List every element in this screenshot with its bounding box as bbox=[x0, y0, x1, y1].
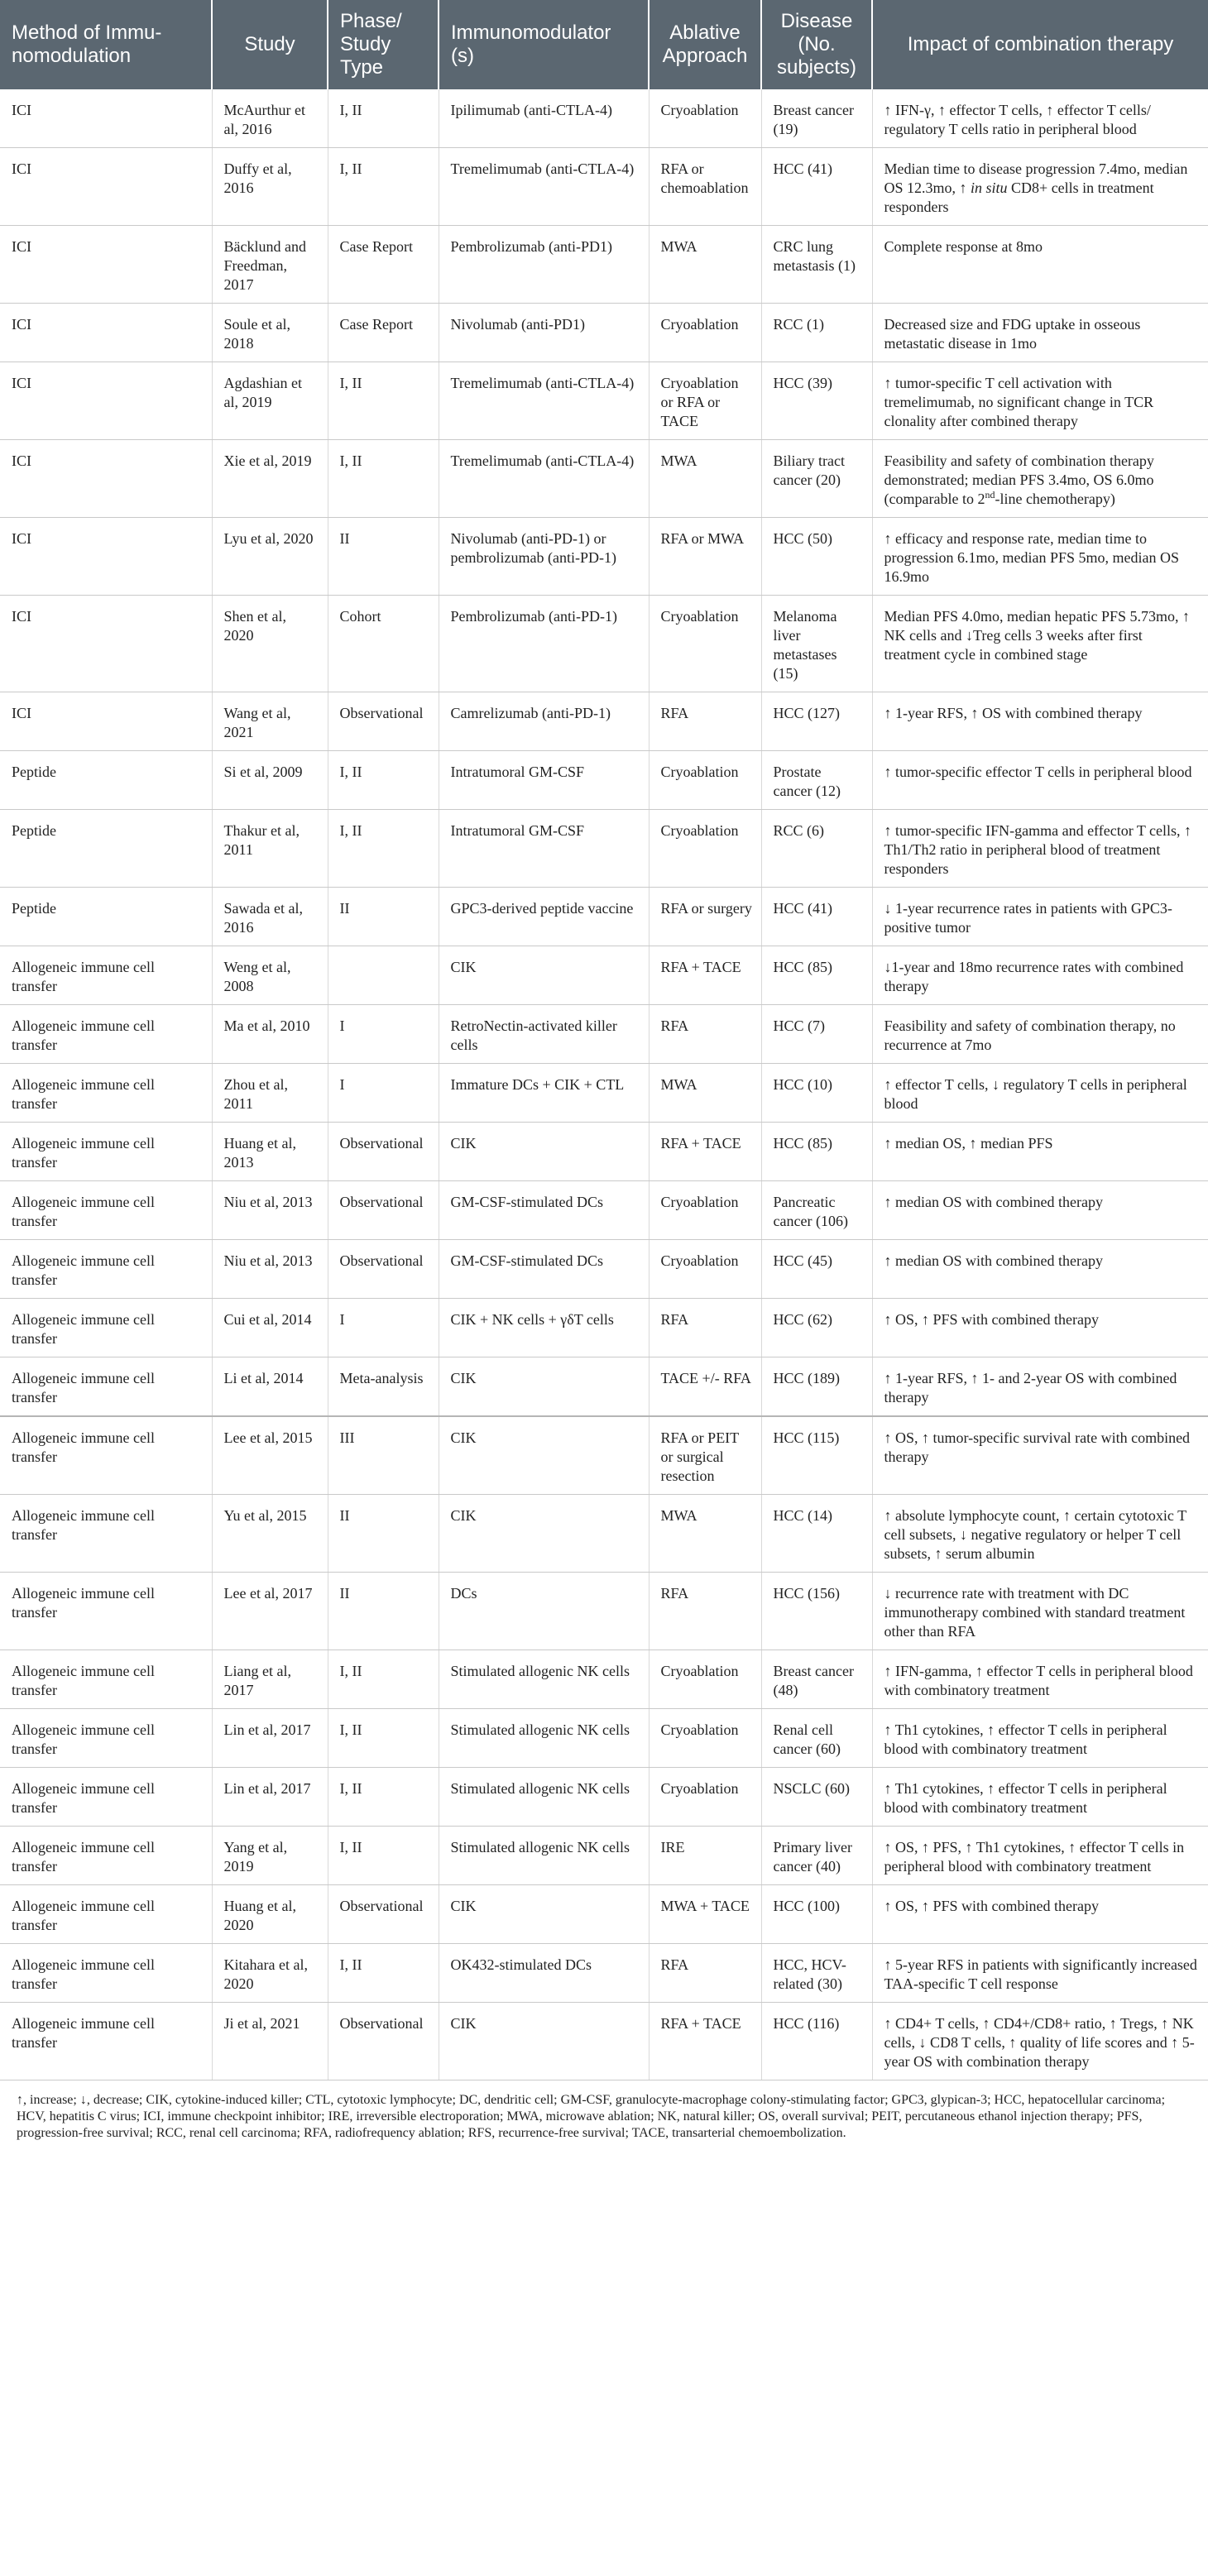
cell-study: Sawada et al, 2016 bbox=[212, 888, 328, 946]
cell-study: Duffy et al, 2016 bbox=[212, 148, 328, 226]
table-row bbox=[0, 596, 1208, 692]
cell-phase: I bbox=[328, 1064, 439, 1123]
header-phase: Phase/ Study Type bbox=[328, 0, 439, 89]
cell-immunomodulator: GM-CSF-stimulated DCs bbox=[439, 1181, 649, 1240]
cell-study: McAurthur et al, 2016 bbox=[212, 89, 328, 148]
cell-method: ICI bbox=[0, 518, 212, 596]
cell-ablative-approach: RFA or MWA bbox=[649, 518, 761, 596]
cell-immunomodulator: CIK bbox=[439, 1416, 649, 1495]
cell-immunomodulator: Tremelimumab (anti-CTLA-4) bbox=[439, 148, 649, 226]
cell-phase: Observational bbox=[328, 1240, 439, 1299]
cell-method: Allogeneic immune cell transfer bbox=[0, 1240, 212, 1299]
cell-disease: Breast cancer (48) bbox=[761, 1650, 872, 1709]
cell-phase: Meta-analysis bbox=[328, 1357, 439, 1417]
table-row bbox=[0, 148, 1208, 226]
cell-method: Allogeneic immune cell transfer bbox=[0, 1005, 212, 1064]
cell-impact: Decreased size and FDG uptake in osseous metastatic disease in 1mo bbox=[872, 304, 1208, 362]
cell-disease: HCC (85) bbox=[761, 946, 872, 1005]
cell-method: Peptide bbox=[0, 810, 212, 888]
table-row bbox=[0, 1650, 1208, 1709]
cell-immunomodulator: CIK bbox=[439, 2003, 649, 2080]
cell-immunomodulator: Tremelimumab (anti-CTLA-4) bbox=[439, 362, 649, 440]
cell-study: Huang et al, 2020 bbox=[212, 1885, 328, 1944]
cell-ablative-approach: Cryoablation bbox=[649, 89, 761, 148]
cell-immunomodulator: Stimulated allogenic NK cells bbox=[439, 1768, 649, 1827]
cell-impact: ↑ efficacy and response rate, median time to progression 6.1mo, median PFS 5mo, median OS 16.9mo bbox=[872, 518, 1208, 596]
cell-phase: I bbox=[328, 1005, 439, 1064]
cell-phase bbox=[328, 946, 439, 1005]
cell-disease: HCC, HCV-related (30) bbox=[761, 1944, 872, 2003]
cell-phase: I bbox=[328, 1299, 439, 1357]
cell-impact: ↓1-year and 18mo recurrence rates with combined therapy bbox=[872, 946, 1208, 1005]
cell-ablative-approach: RFA bbox=[649, 1299, 761, 1357]
cell-disease: HCC (189) bbox=[761, 1357, 872, 1417]
cell-method: Peptide bbox=[0, 888, 212, 946]
table-body bbox=[0, 89, 1208, 2080]
table-row bbox=[0, 1768, 1208, 1827]
cell-disease: HCC (62) bbox=[761, 1299, 872, 1357]
cell-method: ICI bbox=[0, 440, 212, 518]
cell-immunomodulator: CIK + NK cells + γδT cells bbox=[439, 1299, 649, 1357]
cell-disease: RCC (6) bbox=[761, 810, 872, 888]
cell-phase: Case Report bbox=[328, 226, 439, 304]
cell-phase: II bbox=[328, 1495, 439, 1573]
cell-disease: Pancreatic cancer (106) bbox=[761, 1181, 872, 1240]
table-footnote: ↑, increase; ↓, decrease; CIK, cytokine-induced killer; CTL, cytotoxic lymphocyte; DC, dendritic cell; GM-CSF, granulocyte-macrophage colony-stimulating factor; GPC3, glypican-3; HCC, hepatocellular carcinoma; HCV, hepatitis C virus; ICI, immune checkpoint inhibitor; IRE, irreversible electroporation; MWA, microwave ablation; NK, natural killer; OS, overall survival; PEIT, percutaneous ethanol injection therapy; PFS, progression-free survival; RCC, renal cell carcinoma; RFA, radiofrequency ablation; RFS, recurrence-free survival; TACE, transarterial chemoembolization. bbox=[17, 2093, 1166, 2140]
table-header bbox=[0, 0, 1208, 89]
table-row bbox=[0, 1181, 1208, 1240]
cell-immunomodulator: Nivolumab (anti-PD-1) or pembrolizumab (anti-PD-1) bbox=[439, 518, 649, 596]
cell-immunomodulator: CIK bbox=[439, 1357, 649, 1417]
table-row bbox=[0, 1885, 1208, 1944]
cell-study: Shen et al, 2020 bbox=[212, 596, 328, 692]
cell-study: Soule et al, 2018 bbox=[212, 304, 328, 362]
cell-immunomodulator: DCs bbox=[439, 1573, 649, 1650]
table-row bbox=[0, 1064, 1208, 1123]
cell-ablative-approach: Cryoablation bbox=[649, 304, 761, 362]
cell-study: Niu et al, 2013 bbox=[212, 1240, 328, 1299]
cell-impact: Feasibility and safety of combination therapy, no recurrence at 7mo bbox=[872, 1005, 1208, 1064]
cell-impact: ↑ Th1 cytokines, ↑ effector T cells in peripheral blood with combinatory treatment bbox=[872, 1709, 1208, 1768]
cell-immunomodulator: CIK bbox=[439, 1123, 649, 1181]
cell-immunomodulator: CIK bbox=[439, 1495, 649, 1573]
table-row bbox=[0, 1495, 1208, 1573]
cell-phase: I, II bbox=[328, 1827, 439, 1885]
cell-phase: II bbox=[328, 518, 439, 596]
cell-disease: HCC (7) bbox=[761, 1005, 872, 1064]
cell-impact: ↑ 1-year RFS, ↑ 1- and 2-year OS with combined therapy bbox=[872, 1357, 1208, 1417]
cell-method: Allogeneic immune cell transfer bbox=[0, 946, 212, 1005]
cell-study: Liang et al, 2017 bbox=[212, 1650, 328, 1709]
cell-phase: I, II bbox=[328, 148, 439, 226]
cell-disease: HCC (41) bbox=[761, 888, 872, 946]
cell-ablative-approach: MWA + TACE bbox=[649, 1885, 761, 1944]
table-row bbox=[0, 304, 1208, 362]
cell-immunomodulator: Intratumoral GM-CSF bbox=[439, 810, 649, 888]
header-row bbox=[0, 0, 1208, 89]
cell-ablative-approach: RFA or PEIT or surgical resection bbox=[649, 1416, 761, 1495]
table-row bbox=[0, 226, 1208, 304]
cell-method: Allogeneic immune cell transfer bbox=[0, 1123, 212, 1181]
cell-immunomodulator: GM-CSF-stimulated DCs bbox=[439, 1240, 649, 1299]
cell-study: Li et al, 2014 bbox=[212, 1357, 328, 1417]
cell-phase: Observational bbox=[328, 1123, 439, 1181]
cell-impact: ↑ 5-year RFS in patients with significantly increased TAA-specific T cell response bbox=[872, 1944, 1208, 2003]
cell-ablative-approach: MWA bbox=[649, 226, 761, 304]
cell-disease: HCC (50) bbox=[761, 518, 872, 596]
cell-method: Allogeneic immune cell transfer bbox=[0, 1650, 212, 1709]
cell-impact: ↑ Th1 cytokines, ↑ effector T cells in peripheral blood with combinatory treatment bbox=[872, 1768, 1208, 1827]
cell-impact: ↑ tumor-specific IFN-gamma and effector T cells, ↑ Th1/Th2 ratio in peripheral blood of treatment responders bbox=[872, 810, 1208, 888]
cell-disease: Prostate cancer (12) bbox=[761, 751, 872, 810]
cell-ablative-approach: MWA bbox=[649, 440, 761, 518]
cell-ablative-approach: Cryoablation bbox=[649, 1709, 761, 1768]
cell-immunomodulator: Intratumoral GM-CSF bbox=[439, 751, 649, 810]
cell-method: ICI bbox=[0, 596, 212, 692]
cell-method: Allogeneic immune cell transfer bbox=[0, 1495, 212, 1573]
cell-immunomodulator: Stimulated allogenic NK cells bbox=[439, 1709, 649, 1768]
cell-impact: ↑ IFN-γ, ↑ effector T cells, ↑ effector T cells/ regulatory T cells ratio in peripheral blood bbox=[872, 89, 1208, 148]
cell-method: ICI bbox=[0, 148, 212, 226]
cell-ablative-approach: MWA bbox=[649, 1064, 761, 1123]
cell-phase: I, II bbox=[328, 440, 439, 518]
cell-phase: I, II bbox=[328, 751, 439, 810]
cell-phase: Case Report bbox=[328, 304, 439, 362]
cell-phase: Observational bbox=[328, 1885, 439, 1944]
cell-study: Thakur et al, 2011 bbox=[212, 810, 328, 888]
cell-impact: ↑ OS, ↑ PFS, ↑ Th1 cytokines, ↑ effector T cells in peripheral blood with combinatory treatment bbox=[872, 1827, 1208, 1885]
cell-phase: I, II bbox=[328, 1709, 439, 1768]
cell-impact: ↑ median OS with combined therapy bbox=[872, 1240, 1208, 1299]
cell-impact: ↑ median OS with combined therapy bbox=[872, 1181, 1208, 1240]
header-method: Method of Immu-nomodulation bbox=[0, 0, 212, 89]
cell-phase: Cohort bbox=[328, 596, 439, 692]
cell-impact: Complete response at 8mo bbox=[872, 226, 1208, 304]
cell-ablative-approach: Cryoablation bbox=[649, 1181, 761, 1240]
cell-impact: Feasibility and safety of combination therapy demonstrated; median PFS 3.4mo, OS 6.0mo (comparable to 2nd-line chemotherapy) bbox=[872, 440, 1208, 518]
cell-phase: Observational bbox=[328, 1181, 439, 1240]
cell-phase: I, II bbox=[328, 1944, 439, 2003]
table-row bbox=[0, 1357, 1208, 1417]
cell-ablative-approach: RFA bbox=[649, 1944, 761, 2003]
cell-method: Allogeneic immune cell transfer bbox=[0, 1416, 212, 1495]
cell-immunomodulator: Pembrolizumab (anti-PD1) bbox=[439, 226, 649, 304]
cell-method: Allogeneic immune cell transfer bbox=[0, 1299, 212, 1357]
cell-disease: Renal cell cancer (60) bbox=[761, 1709, 872, 1768]
table-row bbox=[0, 89, 1208, 148]
cell-disease: Melanoma liver metastases (15) bbox=[761, 596, 872, 692]
cell-ablative-approach: IRE bbox=[649, 1827, 761, 1885]
cell-immunomodulator: Ipilimumab (anti-CTLA-4) bbox=[439, 89, 649, 148]
cell-disease: HCC (10) bbox=[761, 1064, 872, 1123]
cell-method: Allogeneic immune cell transfer bbox=[0, 1885, 212, 1944]
table-row bbox=[0, 1299, 1208, 1357]
cell-immunomodulator: Pembrolizumab (anti-PD-1) bbox=[439, 596, 649, 692]
cell-impact: ↑ CD4+ T cells, ↑ CD4+/CD8+ ratio, ↑ Tregs, ↑ NK cells, ↓ CD8 T cells, ↑ quality of life scores and ↑ 5-year OS with combination therapy bbox=[872, 2003, 1208, 2080]
cell-immunomodulator: CIK bbox=[439, 1885, 649, 1944]
cell-phase: II bbox=[328, 1573, 439, 1650]
cell-disease: HCC (14) bbox=[761, 1495, 872, 1573]
header-ablative-approach: Ablative Approach bbox=[649, 0, 761, 89]
cell-impact: Median time to disease progression 7.4mo, median OS 12.3mo, ↑ in situ CD8+ cells in treatment responders bbox=[872, 148, 1208, 226]
cell-method: ICI bbox=[0, 362, 212, 440]
cell-immunomodulator: Stimulated allogenic NK cells bbox=[439, 1650, 649, 1709]
cell-impact: ↑ 1-year RFS, ↑ OS with combined therapy bbox=[872, 692, 1208, 751]
cell-immunomodulator: GPC3-derived peptide vaccine bbox=[439, 888, 649, 946]
cell-disease: HCC (127) bbox=[761, 692, 872, 751]
cell-study: Wang et al, 2021 bbox=[212, 692, 328, 751]
cell-study: Bäcklund and Freedman, 2017 bbox=[212, 226, 328, 304]
cell-phase: III bbox=[328, 1416, 439, 1495]
cell-immunomodulator: OK432-stimulated DCs bbox=[439, 1944, 649, 2003]
cell-ablative-approach: Cryoablation bbox=[649, 596, 761, 692]
cell-method: Allogeneic immune cell transfer bbox=[0, 1768, 212, 1827]
cell-immunomodulator: Tremelimumab (anti-CTLA-4) bbox=[439, 440, 649, 518]
cell-phase: I, II bbox=[328, 1650, 439, 1709]
cell-impact: ↓ recurrence rate with treatment with DC immunotherapy combined with standard treatment other than RFA bbox=[872, 1573, 1208, 1650]
cell-disease: HCC (39) bbox=[761, 362, 872, 440]
table-row bbox=[0, 692, 1208, 751]
cell-study: Cui et al, 2014 bbox=[212, 1299, 328, 1357]
table-row bbox=[0, 751, 1208, 810]
cell-study: Niu et al, 2013 bbox=[212, 1181, 328, 1240]
cell-phase: I, II bbox=[328, 362, 439, 440]
cell-method: ICI bbox=[0, 226, 212, 304]
cell-impact: ↑ OS, ↑ PFS with combined therapy bbox=[872, 1885, 1208, 1944]
cell-phase: I, II bbox=[328, 1768, 439, 1827]
cell-impact: Median PFS 4.0mo, median hepatic PFS 5.73mo, ↑ NK cells and ↓Treg cells 3 weeks after first treatment cycle in combined stage bbox=[872, 596, 1208, 692]
cell-disease: CRC lung metastasis (1) bbox=[761, 226, 872, 304]
cell-immunomodulator: Nivolumab (anti-PD1) bbox=[439, 304, 649, 362]
cell-ablative-approach: RFA bbox=[649, 692, 761, 751]
cell-method: Allogeneic immune cell transfer bbox=[0, 1827, 212, 1885]
table-row bbox=[0, 1944, 1208, 2003]
header-disease: Disease (No. subjects) bbox=[761, 0, 872, 89]
table-row bbox=[0, 1709, 1208, 1768]
table-row bbox=[0, 518, 1208, 596]
cell-ablative-approach: Cryoablation bbox=[649, 1650, 761, 1709]
cell-impact: ↑ tumor-specific T cell activation with tremelimumab, no significant change in TCR clonality after combined therapy bbox=[872, 362, 1208, 440]
table-row bbox=[0, 810, 1208, 888]
header-study: Study bbox=[212, 0, 328, 89]
cell-impact: ↑ median OS, ↑ median PFS bbox=[872, 1123, 1208, 1181]
table-row bbox=[0, 1240, 1208, 1299]
cell-disease: HCC (85) bbox=[761, 1123, 872, 1181]
cell-impact: ↑ IFN-gamma, ↑ effector T cells in peripheral blood with combinatory treatment bbox=[872, 1650, 1208, 1709]
cell-ablative-approach: RFA bbox=[649, 1005, 761, 1064]
cell-phase: I, II bbox=[328, 89, 439, 148]
cell-impact: ↑ effector T cells, ↓ regulatory T cells in peripheral blood bbox=[872, 1064, 1208, 1123]
cell-ablative-approach: Cryoablation bbox=[649, 1768, 761, 1827]
cell-ablative-approach: TACE +/- RFA bbox=[649, 1357, 761, 1417]
cell-study: Yang et al, 2019 bbox=[212, 1827, 328, 1885]
cell-study: Yu et al, 2015 bbox=[212, 1495, 328, 1573]
cell-study: Xie et al, 2019 bbox=[212, 440, 328, 518]
cell-study: Lee et al, 2017 bbox=[212, 1573, 328, 1650]
cell-method: ICI bbox=[0, 304, 212, 362]
cell-phase: Observational bbox=[328, 2003, 439, 2080]
cell-ablative-approach: RFA or surgery bbox=[649, 888, 761, 946]
cell-disease: HCC (156) bbox=[761, 1573, 872, 1650]
header-immunomodulator: Immunomodulator (s) bbox=[439, 0, 649, 89]
cell-method: Allogeneic immune cell transfer bbox=[0, 1709, 212, 1768]
cell-immunomodulator: RetroNectin-activated killer cells bbox=[439, 1005, 649, 1064]
table-row bbox=[0, 362, 1208, 440]
table-row bbox=[0, 1123, 1208, 1181]
table-row bbox=[0, 2003, 1208, 2080]
cell-ablative-approach: RFA bbox=[649, 1573, 761, 1650]
cell-study: Lee et al, 2015 bbox=[212, 1416, 328, 1495]
cell-method: Allogeneic immune cell transfer bbox=[0, 1357, 212, 1417]
cell-study: Ma et al, 2010 bbox=[212, 1005, 328, 1064]
table-row bbox=[0, 888, 1208, 946]
cell-method: ICI bbox=[0, 89, 212, 148]
cell-study: Lin et al, 2017 bbox=[212, 1768, 328, 1827]
table-row bbox=[0, 1573, 1208, 1650]
table-row bbox=[0, 1416, 1208, 1495]
cell-study: Lin et al, 2017 bbox=[212, 1709, 328, 1768]
cell-study: Weng et al, 2008 bbox=[212, 946, 328, 1005]
cell-disease: Breast cancer (19) bbox=[761, 89, 872, 148]
cell-phase: II bbox=[328, 888, 439, 946]
cell-ablative-approach: Cryoablation bbox=[649, 751, 761, 810]
cell-immunomodulator: Stimulated allogenic NK cells bbox=[439, 1827, 649, 1885]
table-row bbox=[0, 1005, 1208, 1064]
table-row bbox=[0, 946, 1208, 1005]
cell-disease: Biliary tract cancer (20) bbox=[761, 440, 872, 518]
cell-impact: ↑ OS, ↑ tumor-specific survival rate with combined therapy bbox=[872, 1416, 1208, 1495]
cell-impact: ↓ 1-year recurrence rates in patients with GPC3-positive tumor bbox=[872, 888, 1208, 946]
cell-method: Peptide bbox=[0, 751, 212, 810]
header-impact: Impact of combination therapy bbox=[872, 0, 1208, 89]
cell-method: Allogeneic immune cell transfer bbox=[0, 1064, 212, 1123]
cell-immunomodulator: Camrelizumab (anti-PD-1) bbox=[439, 692, 649, 751]
cell-impact: ↑ OS, ↑ PFS with combined therapy bbox=[872, 1299, 1208, 1357]
cell-impact: ↑ tumor-specific effector T cells in peripheral blood bbox=[872, 751, 1208, 810]
cell-study: Lyu et al, 2020 bbox=[212, 518, 328, 596]
cell-disease: HCC (116) bbox=[761, 2003, 872, 2080]
cell-ablative-approach: RFA + TACE bbox=[649, 1123, 761, 1181]
cell-phase: I, II bbox=[328, 810, 439, 888]
cell-study: Huang et al, 2013 bbox=[212, 1123, 328, 1181]
cell-ablative-approach: RFA + TACE bbox=[649, 946, 761, 1005]
cell-study: Ji et al, 2021 bbox=[212, 2003, 328, 2080]
cell-study: Agdashian et al, 2019 bbox=[212, 362, 328, 440]
cell-method: Allogeneic immune cell transfer bbox=[0, 2003, 212, 2080]
cell-method: ICI bbox=[0, 692, 212, 751]
cell-disease: Primary liver cancer (40) bbox=[761, 1827, 872, 1885]
cell-study: Zhou et al, 2011 bbox=[212, 1064, 328, 1123]
cell-disease: HCC (41) bbox=[761, 148, 872, 226]
cell-ablative-approach: Cryoablation bbox=[649, 1240, 761, 1299]
cell-method: Allogeneic immune cell transfer bbox=[0, 1573, 212, 1650]
cell-study: Si et al, 2009 bbox=[212, 751, 328, 810]
cell-ablative-approach: MWA bbox=[649, 1495, 761, 1573]
table-row bbox=[0, 440, 1208, 518]
cell-ablative-approach: Cryoablation bbox=[649, 810, 761, 888]
cell-immunomodulator: CIK bbox=[439, 946, 649, 1005]
cell-phase: Observational bbox=[328, 692, 439, 751]
cell-ablative-approach: RFA + TACE bbox=[649, 2003, 761, 2080]
cell-disease: HCC (115) bbox=[761, 1416, 872, 1495]
table-row bbox=[0, 1827, 1208, 1885]
cell-study: Kitahara et al, 2020 bbox=[212, 1944, 328, 2003]
cell-disease: NSCLC (60) bbox=[761, 1768, 872, 1827]
cell-method: Allogeneic immune cell transfer bbox=[0, 1944, 212, 2003]
cell-ablative-approach: Cryoablation or RFA or TACE bbox=[649, 362, 761, 440]
cell-method: Allogeneic immune cell transfer bbox=[0, 1181, 212, 1240]
cell-ablative-approach: RFA or chemoablation bbox=[649, 148, 761, 226]
cell-immunomodulator: Immature DCs + CIK + CTL bbox=[439, 1064, 649, 1123]
cell-disease: RCC (1) bbox=[761, 304, 872, 362]
cell-impact: ↑ absolute lymphocyte count, ↑ certain cytotoxic T cell subsets, ↓ negative regulatory or helper T cell subsets, ↑ serum albumin bbox=[872, 1495, 1208, 1573]
cell-disease: HCC (100) bbox=[761, 1885, 872, 1944]
cell-disease: HCC (45) bbox=[761, 1240, 872, 1299]
